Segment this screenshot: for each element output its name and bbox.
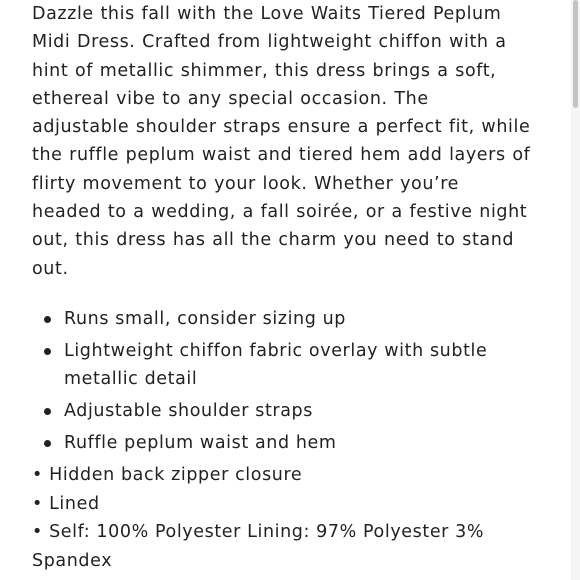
scrollbar-thumb[interactable]: [573, 0, 578, 108]
feature-item: Adjustable shoulder straps: [64, 397, 532, 426]
vertical-scrollbar[interactable]: [571, 0, 580, 580]
detail-item: • Lined: [32, 493, 100, 514]
feature-item: Lightweight chiffon fabric overlay with subtle metallic detail: [64, 337, 532, 394]
feature-item: Ruffle peplum waist and hem: [64, 429, 532, 458]
detail-list: [32, 461, 532, 575]
detail-item: • Hidden back zipper closure: [32, 465, 303, 486]
product-details: [32, 0, 532, 575]
detail-item: • Self: 100% Polyester Lining: 97% Polyester 3% Spandex: [32, 522, 485, 571]
product-description: Dazzle this fall with the Love Waits Tiered Peplum Midi Dress. Crafted from lightweight chiffon with a hint of metallic shimmer, this dress brings a soft, ethereal vibe to any special occasion. The adjustable shoulder straps ensure a perfect fit, while the ruffle peplum waist and tiered hem add layers of flirty movement to your look. Whether you’re headed to a wedding, a fall soirée, or a festive night out, this dress has all the charm you need to stand out.: [32, 4, 531, 279]
feature-item: Runs small, consider sizing up: [64, 305, 532, 334]
feature-list: [32, 305, 532, 458]
